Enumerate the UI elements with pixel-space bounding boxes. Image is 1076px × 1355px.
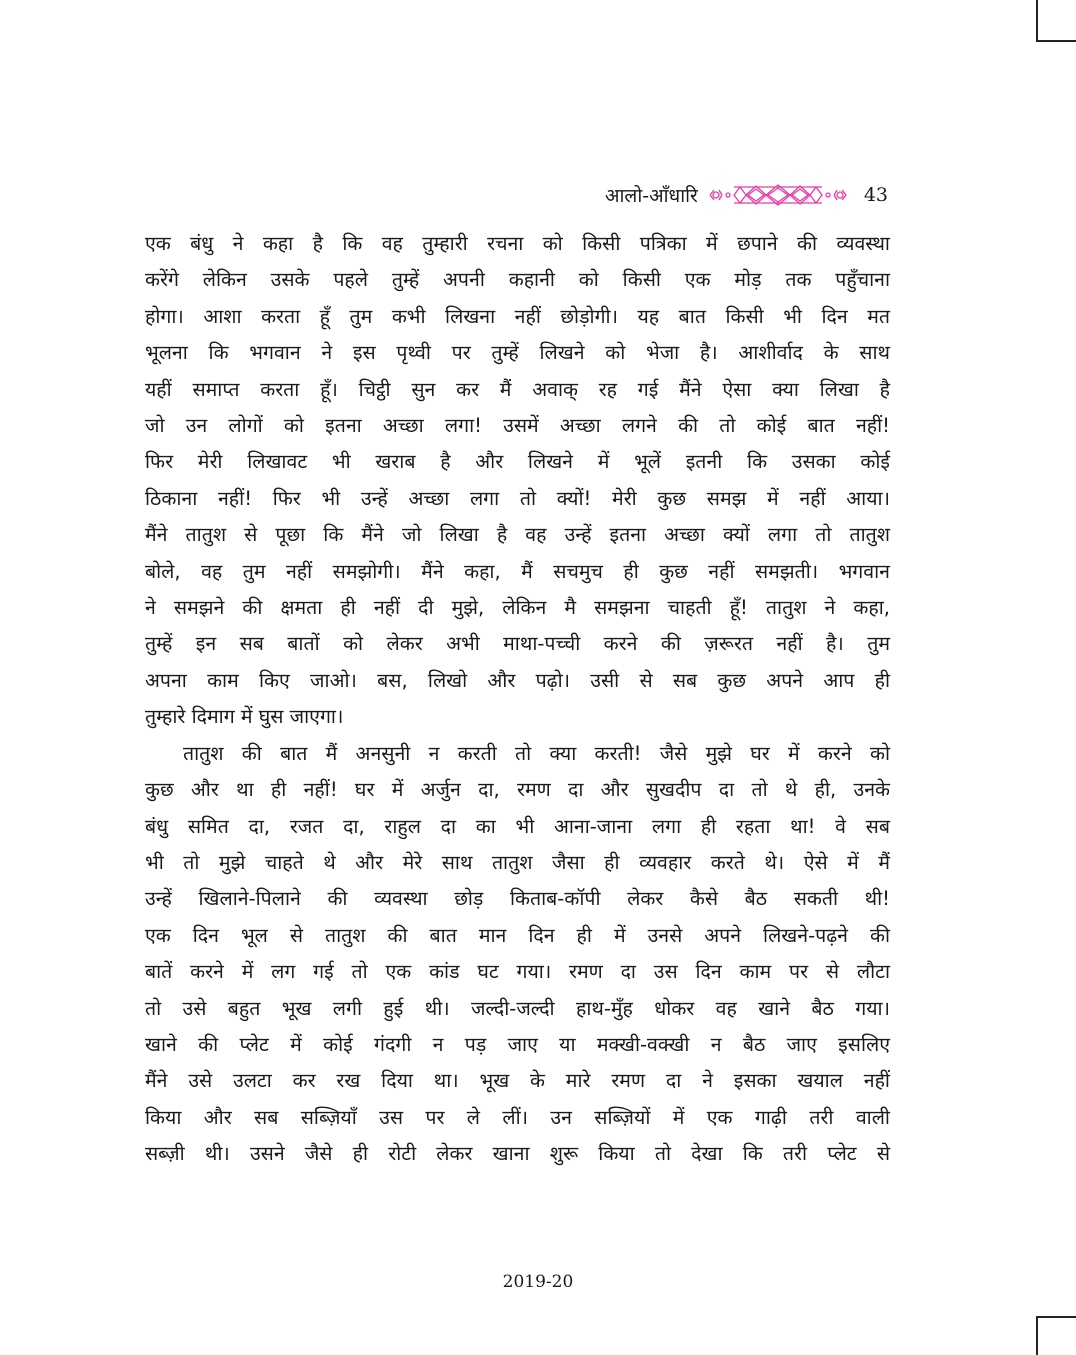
decorative-ornament-icon xyxy=(708,183,848,207)
text-line: कुछ और था ही नहीं! घर में अर्जुन दा, रमण दा और सुखदीप दा तो थे ही, उनके xyxy=(145,778,890,802)
text-line: खाने की प्लेट में कोई गंदगी न पड़ जाए या मक्खी-वक्खी न बैठ जाए इसलिए xyxy=(145,1032,890,1056)
text-line: मैंने उसे उलटा कर रख दिया था। भूख के मारे रमण दा ने इसका खयाल नहीं xyxy=(145,1069,890,1093)
text-line: भी तो मुझे चाहते थे और मेरे साथ तातुश जैसा ही व्यवहार करते थे। ऐसे में मैं xyxy=(145,850,890,874)
text-line: यहीं समाप्त करता हूँ। चिट्ठी सुन कर मैं अवाक् रह गई मैंने ऐसा क्या लिखा है xyxy=(145,377,890,401)
crop-mark-bottom xyxy=(1036,1316,1076,1355)
running-header xyxy=(605,180,888,210)
text-line: तुम्हारे दिमाग में घुस जाएगा। xyxy=(145,705,344,729)
body-text xyxy=(145,226,890,1173)
text-line: तातुश की बात मैं अनसुनी न करती तो क्या करती! जैसे मुझे घर में करने को xyxy=(183,741,890,765)
text-line: भूलना कि भगवान ने इस पृथ्वी पर तुम्हें लिखने को भेजा है। आशीर्वाद के साथ xyxy=(145,341,890,365)
text-line: करेंगे लेकिन उसके पहले तुम्हें अपनी कहानी को किसी एक मोड़ तक पहुँचाना xyxy=(145,268,890,292)
text-line: बंधु समित दा, रजत दा, राहुल दा का भी आना-जाना लगा ही रहता था! वे सब xyxy=(145,814,890,838)
text-line: होगा। आशा करता हूँ तुम कभी लिखना नहीं छोड़ोगी। यह बात किसी भी दिन मत xyxy=(145,304,890,328)
text-line: सब्ज़ी थी। उसने जैसे ही रोटी लेकर खाना शुरू किया तो देखा कि तरी प्लेट से xyxy=(145,1142,890,1166)
page-number: 43 xyxy=(863,184,888,206)
text-line: ने समझने की क्षमता ही नहीं दी मुझे, लेकिन मै समझना चाहती हूँ! तातुश ने कहा, xyxy=(145,596,890,620)
text-line: उन्हें खिलाने-पिलाने की व्यवस्था छोड़ किताब-कॉपी लेकर कैसे बैठ सकती थी! xyxy=(145,887,890,911)
crop-mark-top xyxy=(1036,0,1076,42)
text-line: बोले, वह तुम नहीं समझोगी। मैंने कहा, मैं सचमुच ही कुछ नहीं समझती। भगवान xyxy=(145,559,890,583)
text-line: मैंने तातुश से पूछा कि मैंने जो लिखा है वह उन्हें इतना अच्छा क्यों लगा तो तातुश xyxy=(145,523,890,547)
text-line: तो उसे बहुत भूख लगी हुई थी। जल्दी-जल्दी हाथ-मुँह धोकर वह खाने बैठ गया। xyxy=(145,996,890,1020)
footer-year: 2019-20 xyxy=(502,1272,574,1292)
text-line: अपना काम किए जाओ। बस, लिखो और पढ़ो। उसी से सब कुछ अपने आप ही xyxy=(145,668,890,692)
text-line: किया और सब सब्ज़ियाँ उस पर ले लीं। उन सब्ज़ियों में एक गाढ़ी तरी वाली xyxy=(145,1105,890,1129)
text-line: जो उन लोगों को इतना अच्छा लगा! उसमें अच्छा लगने की तो कोई बात नहीं! xyxy=(145,414,890,438)
text-line: एक बंधु ने कहा है कि वह तुम्हारी रचना को किसी पत्रिका में छपाने की व्यवस्था xyxy=(145,232,890,255)
chapter-title: आलो-आँधारि xyxy=(605,185,698,207)
text-line: तुम्हें इन सब बातों को लेकर अभी माथा-पच्ची करने की ज़रूरत नहीं है। तुम xyxy=(145,632,890,656)
text-line: एक दिन भूल से तातुश की बात मान दिन ही में उनसे अपने लिखने-पढ़ने की xyxy=(145,923,890,947)
text-line: फिर मेरी लिखावट भी खराब है और लिखने में भूलें इतनी कि उसका कोई xyxy=(145,450,890,474)
text-line: बातें करने में लग गई तो एक कांड घट गया। रमण दा उस दिन काम पर से लौटा xyxy=(145,960,890,984)
text-line: ठिकाना नहीं! फिर भी उन्हें अच्छा लगा तो क्यों! मेरी कुछ समझ में नहीं आया। xyxy=(145,486,890,510)
